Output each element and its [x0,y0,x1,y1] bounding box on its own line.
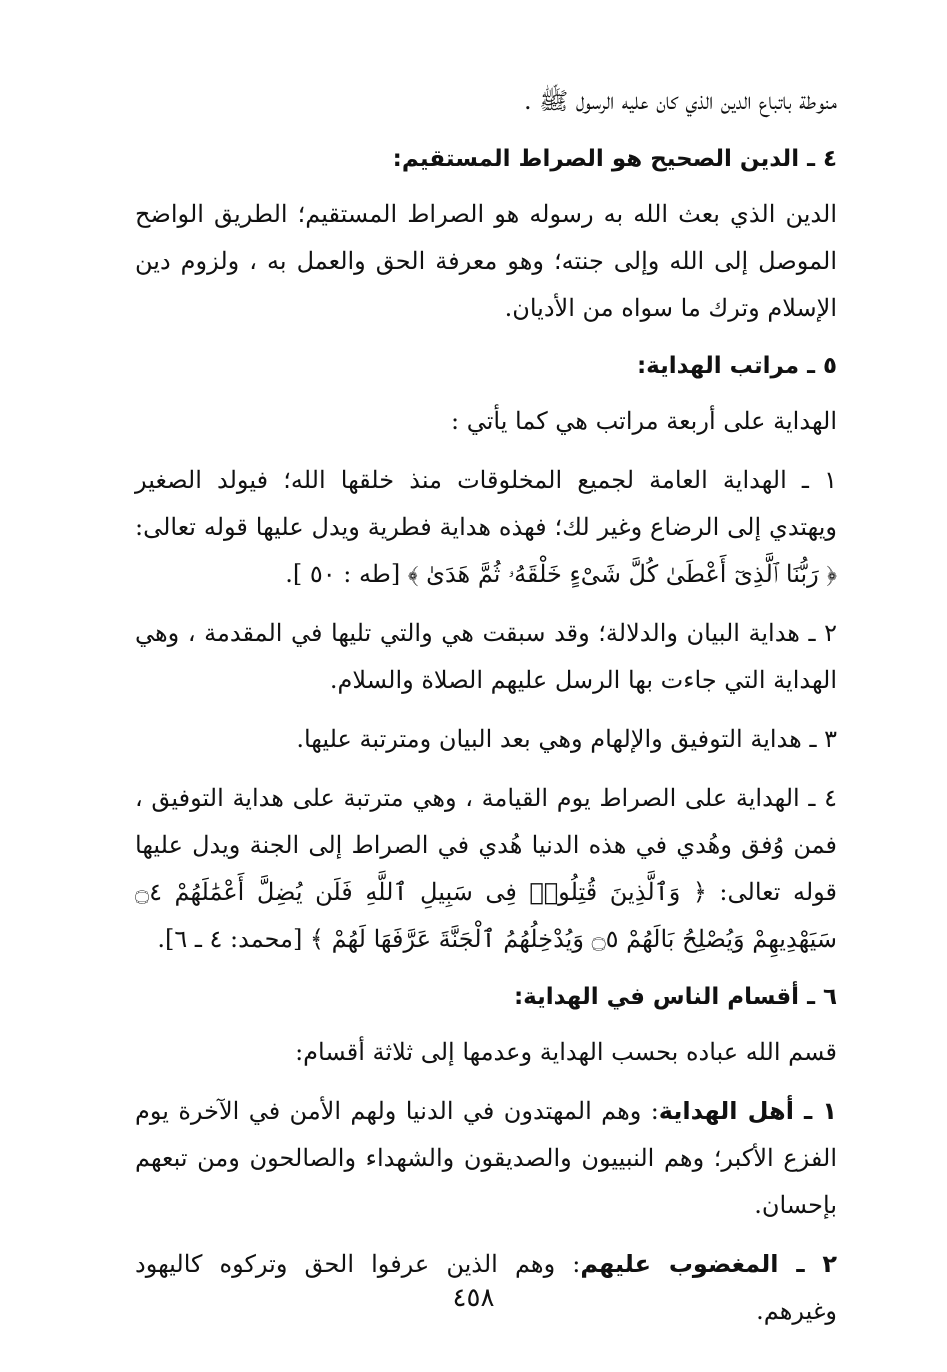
paragraph-straight-path: الدين الذي بعث الله به رسوله هو الصراط المستقيم؛ الطريق الواضح الموصل إلى الله وإلى جنته؛ وهو معرفة الحق والعمل به ، ولزوم دين الإسلام وترك ما سواه من الأديان. [135,200,837,322]
paragraph-levels-intro: الهداية على أربعة مراتب هي كما يأتي : [451,407,837,435]
section-heading-5: ٥ ـ مراتب الهداية: [636,353,837,379]
paragraph-continuation: منوطة باتباع الدين الذي كان عليه الرسول ﷺ . [523,87,837,115]
paragraph-category-1 [135,1088,837,1229]
category-2-text: : وهم الذين عرفوا الحق وتركوه كاليهود وغيرهم. [135,1250,837,1325]
page-number: ٤٥٨ [452,1283,495,1313]
section-heading-4: ٤ ـ الدين الصحيح هو الصراط المستقيم: [392,146,837,172]
paragraph-level-2: ٢ ـ هداية البيان والدلالة؛ وقد سبقت هي والتي تليها في المقدمة ، وهي الهداية التي جاءت بها الرسل عليهم الصلاة والسلام. [135,619,838,694]
paragraph-level-1: ١ ـ الهداية العامة لجميع المخلوقات منذ خلقها الله؛ فيولد الصغير ويهتدي إلى الرضاع وغير لك؛ فهذه هداية فطرية ويدل عليها قوله تعالى: ﴿ رَبُّنَا ٱلَّذِىٓ أَعْطَىٰ كُلَّ شَىْءٍ خَلْقَهُۥ ثُمَّ هَدَىٰ ﴾ [طه : ٥٠ ]. [135,466,838,588]
paragraph-level-4: ٤ ـ الهداية على الصراط يوم القيامة ، وهي مترتبة على هداية التوفيق ، فمن وُفق وهُدي في هذه الدنيا هُدي في الصراط إلى الجنة ويدل عليها قوله تعالى: ﴿ وَٱلَّذِينَ قُتِلُوا۟ فِى سَبِيلِ ٱللَّهِ فَلَن يُضِلَّ أَعْمَٰلَهُمْ ۝٤ سَيَهْدِيهِمْ وَيُصْلِحُ بَالَهُمْ ۝٥ وَيُدْخِلُهُمُ ٱلْجَنَّةَ عَرَّفَهَا لَهُمْ ﴾ [محمد: ٤ ـ ٦]. [135,784,837,953]
category-2-lead: ٢ ـ المغضوب عليهم [580,1250,838,1278]
category-1-lead: ١ ـ أهل الهداية [658,1097,837,1125]
paragraph-level-3: ٣ ـ هداية التوفيق والإلهام وهي بعد البيان ومترتبة عليها. [296,725,837,753]
section-heading-6: ٦ ـ أقسام الناس في الهداية: [513,984,837,1010]
paragraph-categories-intro: قسم الله عباده بحسب الهداية وعدمها إلى ثلاثة أقسام: [295,1038,837,1066]
category-1-text: : وهم المهتدون في الدنيا ولهم الأمن في الآخرة يوم الفزع الأكبر؛ وهم النبييون والصديقون والشهداء والصالحون ومن تبعهم بإحسان. [135,1097,837,1219]
page-content [135,78,837,1335]
